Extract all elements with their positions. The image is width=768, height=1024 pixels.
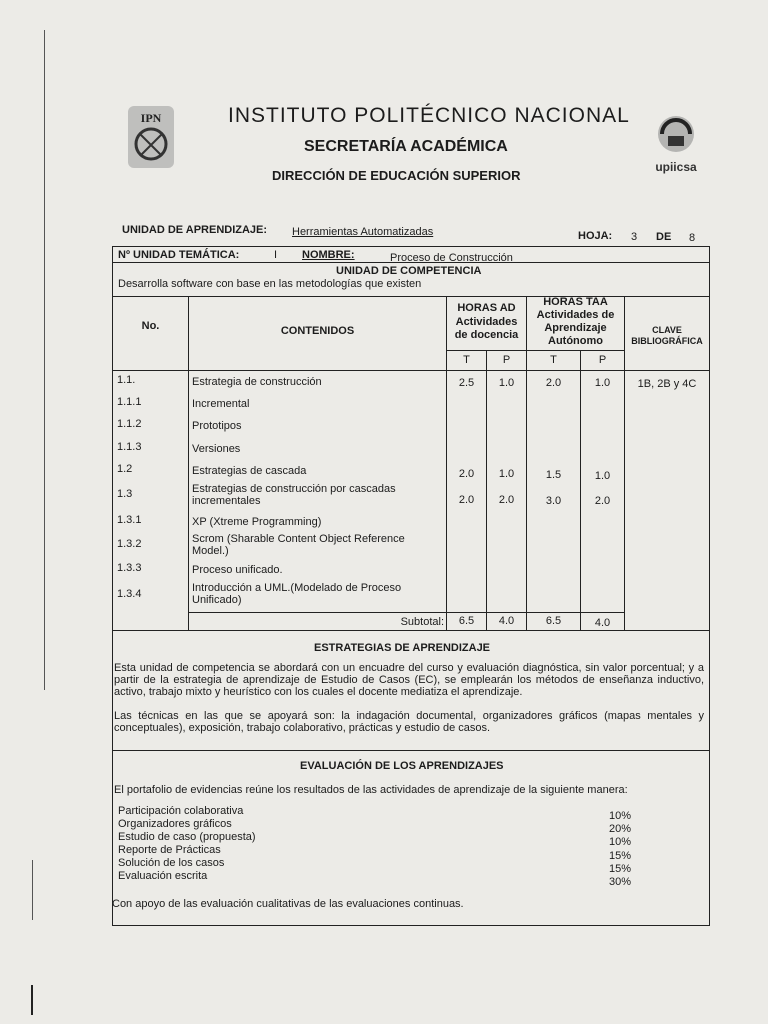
- unidad-value: Herramientas Automatizadas: [292, 226, 434, 238]
- row-content: Estrategias de cascada: [192, 465, 307, 477]
- row-taa-p: 1.0: [594, 470, 611, 482]
- row-ad-p: 2.0: [498, 494, 515, 506]
- eval-item-pct: 30%: [608, 876, 632, 888]
- left-margin-line: [44, 30, 45, 690]
- row-content: Incremental: [192, 398, 250, 410]
- de-value: 8: [689, 232, 696, 244]
- subtotal-label: Subtotal:: [400, 616, 444, 628]
- row-no: 1.1.1: [117, 396, 142, 408]
- competencia-text: Desarrolla software con base en las metodologías que existen: [118, 278, 422, 290]
- upiicsa-logo: [648, 112, 704, 178]
- row-content: XP (Xtreme Programming): [192, 516, 322, 528]
- row-no: 1.1.2: [117, 418, 142, 430]
- de-label: DE: [656, 231, 672, 243]
- eval-item-label: Evaluación escrita: [118, 870, 208, 882]
- header-clave: CLAVE BIBLIOGRÁFICA: [631, 325, 703, 346]
- estrategias-paragraph-1: Esta unidad de competencia se abordará con un encuadre del curso y evaluación diagnóstica, sin valor porcentual; y a partir de la estrategia de aprendizaje de Estudio de Casos (EC), se emplearán los métodos de enseñanza inductivo, activo, trabajo mixto y heurístico con los cuales el docente mediatiza el aprendizaje.: [114, 662, 704, 698]
- row-content: Estrategias de construcción por cascadas incrementales: [192, 483, 396, 507]
- eval-item-pct: 15%: [608, 863, 632, 875]
- row-no: 1.1.: [117, 374, 136, 386]
- row-ad-t: 2.0: [458, 468, 475, 480]
- eval-item-label: Organizadores gráficos: [118, 818, 232, 830]
- row-no: 1.3.3: [117, 562, 142, 574]
- header-no: No.: [141, 320, 160, 332]
- header-contenidos: CONTENIDOS: [280, 325, 355, 337]
- institution-title: INSTITUTO POLITÉCNICO NACIONAL: [228, 104, 630, 127]
- row-ad-t: 2.0: [458, 494, 475, 506]
- row-content: Proceso unificado.: [192, 564, 283, 576]
- left-margin-bar: [31, 985, 33, 1015]
- ipn-logo: [126, 104, 176, 170]
- evaluacion-footer: Con apoyo de las evaluación cualitativas de las evaluaciones continuas.: [112, 898, 464, 910]
- row-no: 1.2: [117, 463, 133, 475]
- tematica-label: Nº UNIDAD TEMÁTICA:: [118, 249, 240, 261]
- header-horas-ad: HORAS AD: [457, 302, 516, 314]
- eval-item-label: Participación colaborativa: [118, 805, 244, 817]
- header-taa-t: T: [550, 354, 557, 366]
- header-horas-taa: HORAS TAA: [543, 296, 608, 308]
- secretariat-title: SECRETARÍA ACADÉMICA: [304, 138, 508, 155]
- eval-item-label: Reporte de Prácticas: [118, 844, 221, 856]
- row-taa-t: 1.5: [545, 469, 562, 481]
- row-taa-p: 1.0: [594, 377, 611, 389]
- header-taa-p: P: [598, 354, 607, 366]
- eval-item-pct: 15%: [608, 850, 632, 862]
- nombre-value: Proceso de Construcción: [390, 252, 513, 264]
- row-no: 1.1.3: [117, 441, 142, 453]
- header-horas-taa-sub: Actividades de Aprendizaje Autónomo: [536, 309, 615, 347]
- eval-item-label: Solución de los casos: [118, 857, 225, 869]
- row-ad-p: 1.0: [498, 468, 515, 480]
- direction-title: DIRECCIÓN DE EDUCACIÓN SUPERIOR: [272, 168, 521, 183]
- unidad-label: UNIDAD DE APRENDIZAJE:: [122, 224, 268, 236]
- tematica-value: I: [274, 249, 278, 261]
- hoja-label: HOJA:: [578, 230, 613, 242]
- row-content: Prototipos: [192, 420, 242, 432]
- row-no: 1.3.2: [117, 538, 142, 550]
- row-content: Estrategia de construcción: [192, 376, 322, 388]
- eval-item-pct: 10%: [608, 836, 632, 848]
- row-ad-p: 1.0: [498, 377, 515, 389]
- evaluacion-intro: El portafolio de evidencias reúne los resultados de las actividades de aprendizaje de la siguiente manera:: [114, 784, 628, 796]
- row-no: 1.3.1: [117, 514, 142, 526]
- subtotal-taa-p: 4.0: [594, 617, 611, 629]
- row-content: Versiones: [192, 443, 241, 455]
- eval-item-pct: 10%: [608, 810, 632, 822]
- nombre-label: NOMBRE:: [302, 249, 355, 261]
- row-clave: 1B, 2B y 4C: [637, 378, 697, 390]
- row-content: Introducción a UML.(Modelado de Proceso Unificado): [192, 582, 402, 606]
- estrategias-paragraph-2: Las técnicas en las que se apoyará son: la indagación documental, organizadores gráficos (mapas mentales y conceptuales), exposición, trabajo colaborativo, prácticas y estudio de casos.: [114, 710, 704, 734]
- header-ad-p: P: [502, 354, 511, 366]
- subtotal-taa-t: 6.5: [545, 615, 562, 627]
- subtotal-ad-t: 6.5: [458, 615, 475, 627]
- row-ad-t: 2.5: [458, 377, 475, 389]
- subtotal-ad-p: 4.0: [498, 615, 515, 627]
- row-taa-p: 2.0: [594, 495, 611, 507]
- competencia-title: UNIDAD DE COMPETENCIA: [336, 265, 482, 277]
- header-horas-ad-sub: Actividades de docencia: [454, 316, 519, 341]
- upiicsa-logo-text: upiicsa: [655, 160, 697, 174]
- header-ad-t: T: [463, 354, 470, 366]
- eval-item-label: Estudio de caso (propuesta): [118, 831, 256, 843]
- row-taa-t: 3.0: [545, 495, 562, 507]
- eval-item-pct: 20%: [608, 823, 632, 835]
- hoja-value: 3: [631, 231, 638, 243]
- row-no: 1.3.4: [117, 588, 142, 600]
- row-taa-t: 2.0: [545, 377, 562, 389]
- row-content: Scrom (Sharable Content Object Reference Model.): [192, 533, 405, 557]
- svg-text:IPN: IPN: [140, 111, 162, 125]
- evaluacion-title: EVALUACIÓN DE LOS APRENDIZAJES: [300, 760, 504, 772]
- row-no: 1.3: [117, 488, 133, 500]
- estrategias-title: ESTRATEGIAS DE APRENDIZAJE: [314, 642, 491, 654]
- left-margin-line-lower: [32, 860, 33, 920]
